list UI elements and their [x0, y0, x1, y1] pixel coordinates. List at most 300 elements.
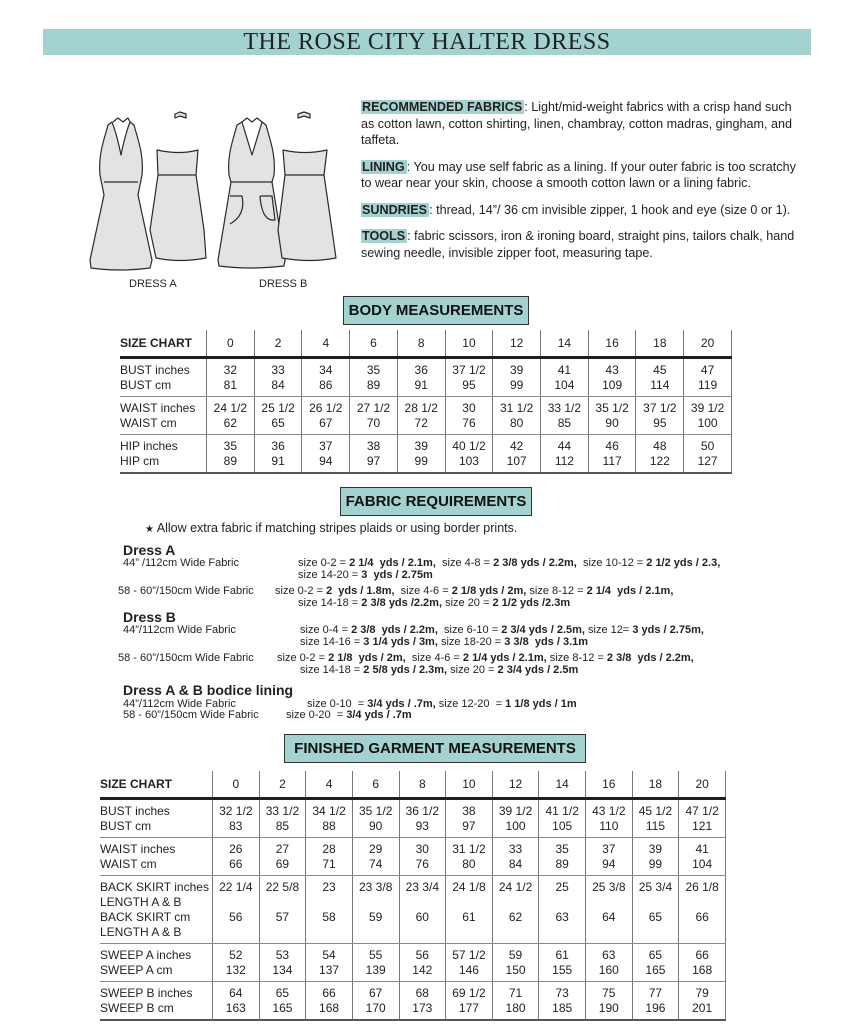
table-cell	[306, 799, 353, 838]
cell-value: 66	[322, 986, 336, 1000]
table-cell	[493, 397, 541, 435]
body-measurements-heading: BODY MEASUREMENTS	[343, 296, 529, 325]
cell-value: 84	[271, 378, 285, 392]
table-cell	[352, 982, 399, 1021]
yardage-amount: 3 1/4 yds / 3m,	[363, 636, 438, 648]
cell-value: 85	[557, 416, 572, 430]
table-header-row	[100, 771, 726, 799]
size-column-header: 2	[259, 771, 306, 799]
cell-value: 66	[229, 857, 243, 871]
table-cell	[213, 799, 260, 838]
table-cell	[213, 838, 260, 876]
size-column-header: 6	[350, 330, 398, 358]
table-cell	[586, 876, 633, 944]
cell-value: 40 1/2	[452, 439, 486, 453]
cell-value: 62	[508, 910, 523, 924]
size-column-header: 14	[539, 771, 586, 799]
cell-value: 81	[223, 378, 238, 392]
cell-value: 67	[369, 986, 383, 1000]
size-column-header: 20	[684, 330, 732, 358]
table-cell	[254, 397, 302, 435]
table-cell	[259, 799, 306, 838]
body-measurements-table	[120, 330, 732, 474]
row-label-line: SWEEP B inches	[100, 986, 193, 1000]
fabric-requirements-heading: FABRIC REQUIREMENTS	[340, 487, 532, 516]
yardage-amount: 2 3/4 yds / 2.5m	[497, 664, 579, 676]
cell-value: 109	[602, 378, 623, 392]
fabric-width-label: 58 - 60”/150cm Wide Fabric	[123, 709, 259, 721]
size-column-header: 4	[302, 330, 350, 358]
size-column-header: 16	[588, 330, 636, 358]
cell-value: 77	[648, 986, 663, 1000]
cell-value: 80	[509, 416, 524, 430]
row-label	[120, 397, 207, 435]
cell-value: 91	[271, 454, 285, 468]
table-cell	[586, 799, 633, 838]
cell-value: 41 1/2	[545, 804, 579, 818]
table-cell	[352, 876, 399, 944]
cell-value: 137	[319, 963, 340, 977]
cell-value: 59	[369, 910, 383, 924]
fabric-note-text: Allow extra fabric if matching stripes plaids or using border prints.	[156, 521, 518, 535]
yardage-amount: 1 1/8 yds / 1m	[505, 698, 577, 710]
table-cell	[684, 435, 732, 474]
cell-value: 36	[271, 439, 285, 453]
size-column-header: 10	[446, 771, 493, 799]
cell-value: 67	[319, 416, 333, 430]
size-column-header: 4	[306, 771, 353, 799]
cell-value: 107	[506, 454, 527, 468]
cell-value: 25	[555, 880, 569, 894]
table-cell	[446, 944, 493, 982]
cell-value: 79	[695, 986, 709, 1000]
cell-value: 95	[653, 416, 667, 430]
cell-value: 42	[509, 439, 524, 453]
cell-value: 64	[229, 986, 243, 1000]
cell-value: 173	[412, 1001, 433, 1015]
cell-value: 23 3/4	[405, 880, 439, 894]
cell-value: 28	[322, 842, 336, 856]
table-cell	[492, 838, 539, 876]
cell-value: 86	[319, 378, 333, 392]
cell-value: 105	[552, 819, 573, 833]
yardage-amount: 2 yds / 1.8m,	[326, 585, 395, 597]
cell-value: 95	[462, 378, 476, 392]
yardage-amount: 2 1/2 yds / 2.3,	[646, 557, 721, 569]
cell-value: 63	[555, 910, 569, 924]
table-cell	[306, 876, 353, 944]
row-label	[100, 982, 213, 1021]
cell-value: 38	[366, 439, 381, 453]
size-column-header: 20	[679, 771, 726, 799]
fabric-yardage	[277, 652, 694, 664]
fabric-yardage	[300, 636, 588, 648]
table-cell	[539, 876, 586, 944]
table-cell	[446, 838, 493, 876]
table-cell	[679, 838, 726, 876]
table-cell	[492, 982, 539, 1021]
table-cell	[352, 944, 399, 982]
table-cell	[397, 397, 445, 435]
cell-value: 56	[229, 910, 243, 924]
table-cell	[636, 358, 684, 397]
table-row-group	[100, 944, 726, 982]
fabric-yardage	[286, 709, 412, 721]
table-row-group	[120, 435, 732, 474]
cell-value: 71	[508, 986, 523, 1000]
row-label-line: WAIST cm	[100, 857, 157, 871]
sundries-text: thread, 14”/ 36 cm invisible zipper, 1 hook and eye (size 0 or 1).	[436, 202, 791, 217]
cell-value: 97	[462, 819, 476, 833]
table-cell	[207, 435, 255, 474]
cell-value: 85	[275, 819, 290, 833]
cell-value: 150	[505, 963, 526, 977]
table-cell	[632, 876, 679, 944]
size-range: size 6-10 =	[437, 624, 502, 636]
table-row-group	[120, 397, 732, 435]
cell-value: 48	[653, 439, 667, 453]
cell-value: 43 1/2	[592, 804, 626, 818]
size-range: size 14-20 =	[298, 569, 362, 581]
table-cell	[679, 944, 726, 982]
size-range: size 14-18 =	[298, 597, 362, 609]
table-cell	[259, 838, 306, 876]
table-cell	[632, 944, 679, 982]
yardage-amount: 2 1/8 yds / 2m,	[328, 652, 406, 664]
sundries-paragraph: SUNDRIES : thread, 14”/ 36 cm invisible zipper, 1 hook and eye (size 0 or 1).	[362, 202, 791, 217]
table-cell	[586, 982, 633, 1021]
size-range: size 0-2 =	[298, 557, 350, 569]
cell-value: 89	[366, 378, 381, 392]
table-cell	[632, 982, 679, 1021]
table-cell	[636, 397, 684, 435]
size-range: size 8-12 =	[526, 585, 587, 597]
cell-value: 39 1/2	[690, 401, 725, 415]
recommended-fabrics-text: Light/mid-weight fabrics with a crisp hand such as cotton lawn, cotton shirting, linen, chambray, cotton madras, gingham, and taffeta.	[361, 100, 792, 147]
cell-value: 93	[415, 819, 429, 833]
size-range: size 20 =	[447, 664, 498, 676]
fabric-yardage	[300, 664, 578, 676]
cell-value: 23 3/8	[359, 880, 393, 894]
cell-value: 27	[275, 842, 290, 856]
table-cell	[399, 838, 446, 876]
cell-value: 71	[322, 857, 336, 871]
table-cell	[306, 944, 353, 982]
size-range: size 4-6 =	[394, 585, 452, 597]
cell-value: 146	[458, 963, 479, 977]
table-cell	[636, 435, 684, 474]
cell-value: 65	[648, 948, 663, 962]
row-label-line: BUST inches	[100, 804, 170, 818]
table-cell	[254, 358, 302, 397]
size-range: size 14-18 =	[300, 664, 364, 676]
sundries-label: SUNDRIES	[362, 202, 428, 217]
cell-value: 65	[271, 416, 285, 430]
dress-a-front-drawing	[90, 118, 152, 270]
dress-heading: Dress A & B bodice lining	[123, 682, 294, 698]
size-column-header: 18	[632, 771, 679, 799]
size-range: size 0-20 =	[286, 709, 347, 721]
row-label	[100, 799, 213, 838]
yardage-amount: 3/4 yds / .7m,	[367, 698, 436, 710]
cell-value: 35	[555, 842, 569, 856]
cell-value: 74	[369, 857, 383, 871]
row-label-line: SWEEP B cm	[100, 1001, 174, 1015]
table-cell	[350, 397, 398, 435]
cell-value: 62	[223, 416, 238, 430]
cell-value: 99	[648, 857, 663, 871]
cell-value: 100	[697, 416, 718, 430]
row-label-line: LENGTH A & B	[100, 925, 182, 939]
cell-value: 28 1/2	[404, 401, 438, 415]
cell-value: 88	[322, 819, 336, 833]
cell-value: 89	[223, 454, 238, 468]
cell-value: 190	[598, 1001, 619, 1015]
size-column-header: 8	[397, 330, 445, 358]
table-cell	[539, 838, 586, 876]
cell-value: 31 1/2	[499, 401, 534, 415]
fabric-yardage	[275, 585, 673, 597]
row-label-line: WAIST inches	[100, 842, 176, 856]
cell-value: 25 3/4	[638, 880, 673, 894]
cell-value: 134	[272, 963, 293, 977]
cell-value: 47	[700, 363, 715, 377]
row-label	[100, 944, 213, 982]
cell-value: 24 1/2	[213, 401, 248, 415]
table-cell	[445, 435, 493, 474]
cell-value: 57	[275, 910, 290, 924]
yardage-amount: 2 5/8 yds / 2.3m,	[363, 664, 448, 676]
cell-value: 45	[653, 363, 667, 377]
yardage-amount: 2 3/8 yds / 2.2m,	[493, 557, 577, 569]
table-cell	[254, 435, 302, 474]
table-cell	[352, 799, 399, 838]
table-cell	[259, 944, 306, 982]
cell-value: 22 5/8	[265, 880, 300, 894]
cell-value: 39 1/2	[498, 804, 533, 818]
yardage-amount: 2 1/2 yds /2.3m	[492, 597, 571, 609]
cell-value: 44	[557, 439, 572, 453]
yardage-amount: 3 3/8 yds / 3.1m	[504, 636, 589, 648]
table-cell	[446, 982, 493, 1021]
cell-value: 25 1/2	[261, 401, 295, 415]
table-cell	[539, 982, 586, 1021]
table-cell	[446, 799, 493, 838]
star-icon: ★	[145, 524, 154, 535]
table-cell	[399, 876, 446, 944]
cell-value: 43	[605, 363, 619, 377]
row-label	[100, 876, 213, 944]
cell-value: 35	[223, 439, 238, 453]
table-cell	[399, 799, 446, 838]
cell-value: 32	[223, 363, 238, 377]
table-cell	[492, 944, 539, 982]
recommended-fabrics-label: RECOMMENDED FABRICS	[362, 100, 523, 114]
lining-text: You may use self fabric as a lining. If your outer fabric is too scratchy to wear near your skin, choose a smooth cotton lawn or a lining fabric.	[361, 159, 796, 190]
cell-value: 32 1/2	[219, 804, 253, 818]
yardage-amount: 2 3/4 yds / 2.5m,	[501, 624, 585, 636]
cell-value: 37	[319, 439, 333, 453]
cell-value: 110	[599, 819, 619, 833]
cell-value: 58	[322, 910, 336, 924]
cell-value: 65	[648, 910, 663, 924]
table-cell	[213, 982, 260, 1021]
size-column-header: 12	[493, 330, 541, 358]
cell-value: 132	[225, 963, 246, 977]
yardage-amount: 2 3/8 yds /2.2m,	[361, 597, 443, 609]
cell-value: 177	[458, 1001, 479, 1015]
cell-value: 103	[458, 454, 479, 468]
size-range: size 10-12 =	[576, 557, 647, 569]
row-label-line: BUST inches	[120, 363, 190, 377]
cell-value: 114	[650, 378, 670, 392]
cell-value: 170	[365, 1001, 386, 1015]
cell-value: 50	[700, 439, 715, 453]
cell-value: 201	[692, 1001, 713, 1015]
table-cell	[399, 982, 446, 1021]
cell-value: 83	[229, 819, 243, 833]
cell-value: 168	[692, 963, 713, 977]
table-row-group	[100, 799, 726, 838]
cell-value: 54	[322, 948, 336, 962]
cell-value: 29	[369, 842, 383, 856]
yardage-amount: 2 1/4 yds / 2.1m,	[462, 652, 547, 664]
cell-value: 63	[602, 948, 616, 962]
fabric-yardage	[298, 597, 570, 609]
table-cell	[213, 876, 260, 944]
dress-b-back-drawing	[278, 112, 336, 261]
fabric-yardage	[298, 557, 720, 569]
yardage-amount: 3/4 yds / .7m	[346, 709, 412, 721]
cell-value: 26	[229, 842, 243, 856]
cell-value: 55	[369, 948, 383, 962]
cell-value: 59	[508, 948, 523, 962]
cell-value: 94	[319, 454, 333, 468]
cell-value: 155	[552, 963, 573, 977]
size-range: size 0-2 =	[277, 652, 329, 664]
cell-value: 25 3/8	[592, 880, 626, 894]
cell-value: 73	[555, 986, 569, 1000]
tools-text: fabric scissors, iron & ironing board, straight pins, tailors chalk, hand sewing needle, invisible zipper foot, measuring tape.	[361, 229, 795, 260]
cell-value: 57 1/2	[452, 948, 486, 962]
cell-value: 35 1/2	[595, 401, 629, 415]
cell-value: 35 1/2	[359, 804, 393, 818]
cell-value: 80	[462, 857, 476, 871]
size-range: size 20 =	[442, 597, 493, 609]
fabric-note	[145, 521, 517, 535]
size-column-header: 10	[445, 330, 493, 358]
table-cell	[259, 982, 306, 1021]
cell-value: 89	[555, 857, 569, 871]
page-title: THE ROSE CITY HALTER DRESS	[243, 29, 611, 55]
dress-heading: Dress B	[123, 609, 176, 625]
cell-value: 53	[275, 948, 290, 962]
table-cell	[207, 397, 255, 435]
table-cell	[586, 838, 633, 876]
size-chart-label: SIZE CHART	[100, 771, 213, 799]
row-label-line: HIP cm	[120, 454, 160, 468]
row-label-line: HIP inches	[120, 439, 178, 453]
cell-value: 76	[415, 857, 429, 871]
yardage-amount: 3 yds / 2.75m	[361, 569, 433, 581]
cell-value: 163	[225, 1001, 246, 1015]
cell-value: 27 1/2	[356, 401, 391, 415]
cell-value: 94	[602, 857, 616, 871]
cell-value: 165	[645, 963, 666, 977]
title-banner	[43, 29, 811, 55]
dress-a-label: DRESS A	[129, 278, 177, 290]
cell-value: 115	[645, 819, 665, 833]
cell-value: 76	[462, 416, 476, 430]
cell-value: 168	[319, 1001, 340, 1015]
cell-value: 33 1/2	[547, 401, 582, 415]
fabric-width-label: 44” /112cm Wide Fabric	[123, 557, 239, 569]
table-cell	[259, 876, 306, 944]
table-cell	[306, 982, 353, 1021]
row-label-line: WAIST inches	[120, 401, 196, 415]
size-column-header: 2	[254, 330, 302, 358]
row-label-line: SWEEP A inches	[100, 948, 192, 962]
table-cell	[352, 838, 399, 876]
table-cell	[684, 358, 732, 397]
row-label-line: SWEEP A cm	[100, 963, 173, 977]
cell-value: 64	[602, 910, 616, 924]
size-range: size 4-6 =	[405, 652, 463, 664]
size-column-header: 14	[541, 330, 589, 358]
cell-value: 69 1/2	[452, 986, 486, 1000]
cell-value: 41	[695, 842, 709, 856]
cell-value: 72	[414, 416, 428, 430]
cell-value: 66	[695, 910, 709, 924]
cell-value: 24 1/8	[452, 880, 486, 894]
cell-value: 66	[695, 948, 709, 962]
cell-value: 36 1/2	[405, 804, 439, 818]
cell-value: 34	[319, 363, 333, 377]
cell-value: 75	[602, 986, 616, 1000]
table-cell	[492, 799, 539, 838]
table-cell	[213, 944, 260, 982]
cell-value: 37 1/2	[643, 401, 677, 415]
table-cell	[632, 799, 679, 838]
table-row-group	[100, 838, 726, 876]
cell-value: 90	[369, 819, 383, 833]
cell-value: 56	[415, 948, 429, 962]
cell-value: 36	[414, 363, 428, 377]
cell-value: 139	[365, 963, 386, 977]
size-range: size 0-10 =	[307, 698, 368, 710]
lining-paragraph: LINING : You may use self fabric as a lining. If your outer fabric is too scratchy to wear near your skin, choose a smooth cotton lawn or a lining fabric.	[361, 159, 796, 190]
yardage-amount: 2 3/8 yds / 2.2m,	[351, 624, 438, 636]
cell-value: 26 1/8	[685, 880, 719, 894]
cell-value: 196	[645, 1001, 666, 1015]
cell-value: 23	[322, 880, 336, 894]
table-header-row	[120, 330, 732, 358]
table-cell	[679, 982, 726, 1021]
table-cell	[492, 876, 539, 944]
table-cell	[493, 358, 541, 397]
table-cell	[445, 358, 493, 397]
size-range: size 12=	[584, 624, 633, 636]
table-cell	[397, 435, 445, 474]
cell-value: 142	[412, 963, 433, 977]
table-row-group	[100, 982, 726, 1021]
materials-info	[361, 99, 806, 271]
cell-value: 69	[275, 857, 290, 871]
table-cell	[632, 838, 679, 876]
table-cell	[350, 358, 398, 397]
size-chart-label: SIZE CHART	[120, 330, 207, 358]
cell-value: 34 1/2	[312, 804, 346, 818]
